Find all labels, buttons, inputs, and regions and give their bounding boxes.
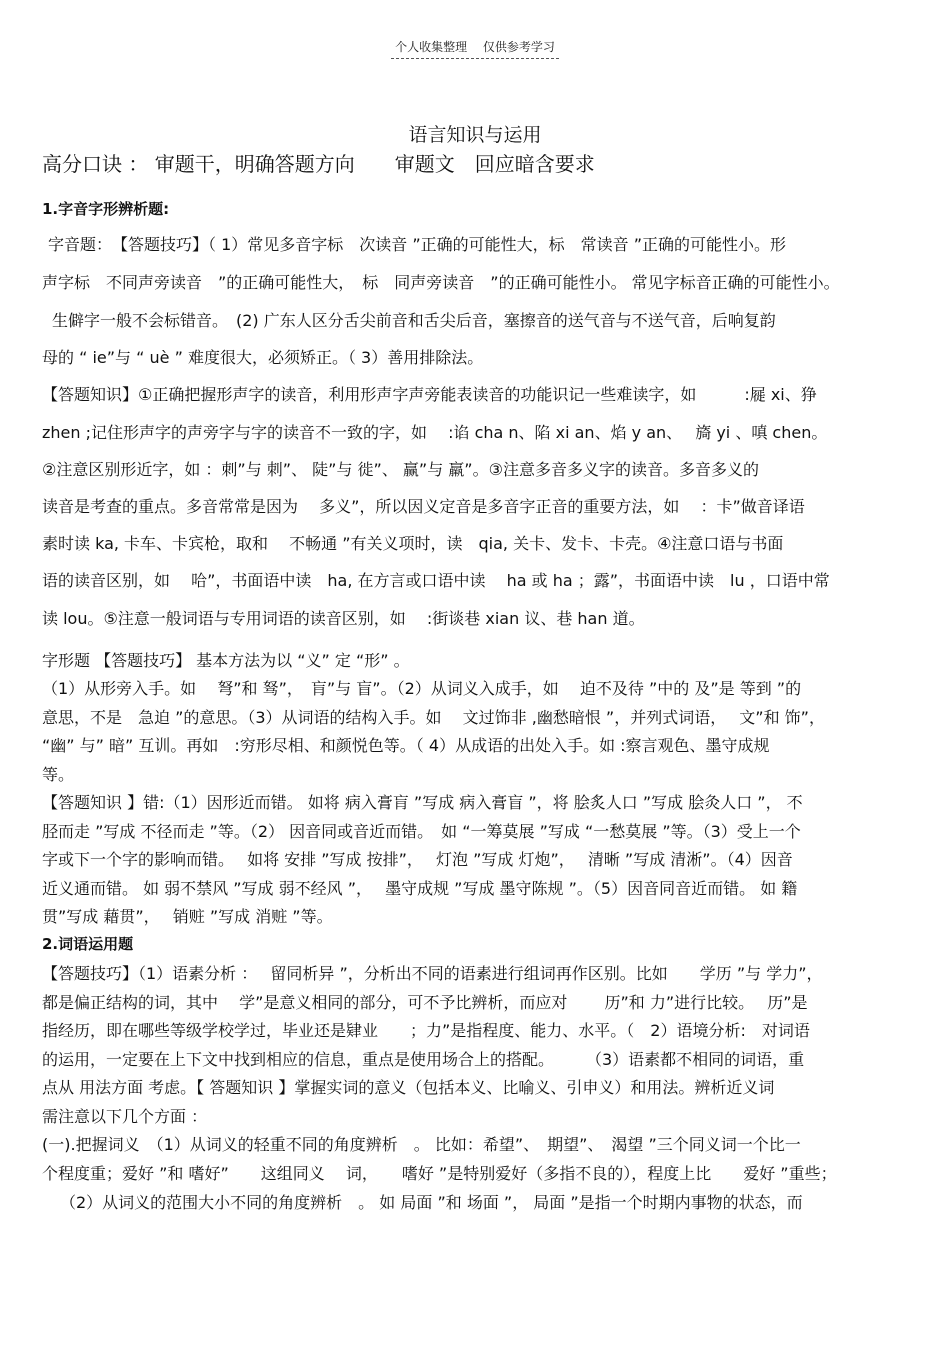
text-line: 【答题知识】①正确把握形声字的读音，利用形声字声旁能表读音的功能识记一些难读字，如 :屣 xi、狰 [42, 385, 817, 404]
document-subtitle: 高分口诀 ： 审题干，明确答题方向 审题文 回应暗含要求 [42, 152, 595, 176]
text-line: 语的读音区别，如 哈”，书面语中读 ha, 在方言或口语中读 ha 或 ha ；露”，书面语中读 lu ，口语中常 [42, 571, 830, 590]
text-line: 【答题技巧】（1）语素分析 ： 留同析异 ”，分析出不同的语素进行组词再作区别。比如 学历 ”与 学力”， [42, 964, 823, 983]
text-line: 等。 [42, 765, 75, 784]
text-line: (一).把握词义 （1）从词义的轻重不同的角度辨析 。 比如：希望”、 期望”、 渴望 ”三个同义词一个比一 [42, 1135, 801, 1154]
section-heading-1: 1.字音字形辨析题: [42, 200, 170, 218]
text-line: ②注意区别形近字，如 ：刺”与 刺”、 陡”与 徙”、 赢”与 羸”。③注意多音多义字的读音。多音多义的 [42, 460, 759, 479]
text-line: 胫而走 ”写成 不径而走 ”等。（2） 因音同或音近而错。 如 “一筹莫展 ”写成 “一愁莫展 ”等。（3）受上一个 [42, 822, 801, 841]
text-line: 近义通而错。 如 弱不禁风 ”写成 弱不经风 ”， 墨守成规 ”写成 墨守陈规 ”。（5）因音同音近而错。 如 籍 [42, 879, 798, 898]
text-line: 母的 “ ie”与 “ uè ” 难度很大，必须矫正。（ 3）善用排除法。 [42, 348, 484, 367]
text-line: zhen ;记住形声字的声旁字与字的读音不一致的字，如 :谄 cha n、陷 xi an、焰 y an、 旖 yi 、嗔 chen。 [42, 423, 828, 442]
text-line: 字音题： 【答题技巧】（ 1）常见多音字标 次读音 ”正确的可能性大，标 常读音 ”正确的可能性小。形 [48, 235, 787, 254]
text-line: （2）从词义的范围大小不同的角度辨析 。 如 局面 ”和 场面 ”， 局面 ”是指一个时期内事物的状态，而 [60, 1193, 803, 1212]
text-line: 都是偏正结构的词，其中 学”是意义相同的部分，可不予比辨析，而应对 历”和 力”进行比较。 历”是 [42, 993, 808, 1012]
header-text: 个人收集整理 仅供参考学习 [391, 38, 559, 59]
text-line: 字或下一个字的影响而错。 如将 安排 ”写成 按排”， 灯泡 ”写成 灯炮”， 清晰 ”写成 清淅”。（4）因音 [42, 850, 793, 869]
text-line: 生僻字一般不会标错音。 (2) 广东人区分舌尖前音和舌尖后音，塞擦音的送气音与不送气音，后响复韵 [52, 311, 776, 330]
text-line: 意思，不是 急迫 ”的意思。（3）从词语的结构入手。如 文过饰非 ,幽愁暗恨 ”，并列式词语， 文”和 饰”， [42, 708, 825, 727]
text-line: 声字标 不同声旁读音 ”的正确可能性大， 标 同声旁读音 ”的正确可能性小。 常见字标音正确的可能性小。 [42, 273, 840, 292]
document-title: 语言知识与运用 [408, 124, 542, 146]
text-line: 【答题知识 】错:（1）因形近而错。 如将 病入膏肓 ”写成 病入膏盲 ”，将 脍炙人口 ”写成 脍灸人口 ”， 不 [42, 793, 803, 812]
section-heading-2: 2.词语运用题 [42, 935, 134, 953]
text-line: （1）从形旁入手。如 弩”和 驽”， 肓”与 盲”。（2）从词义入成手，如 迫不及待 ”中的 及”是 等到 ”的 [42, 679, 802, 698]
text-line: “幽” 与” 暗” 互训。再如 :穷形尽相、和颜悦色等。（ 4）从成语的出处入手。如 :察言观色、墨守成规 [42, 736, 770, 755]
text-line: 读音是考查的重点。多音常常是因为 多义”，所以因义定音是多音字正音的重要方法，如 ：卡”做音译语 [42, 497, 805, 516]
text-line: 点从 用法方面 考虑。【 答题知识 】掌握实词的意义（包括本义、比喻义、引申义）和用法。辨析近义词 [42, 1078, 775, 1097]
text-line: 个程度重；爱好 ”和 嗜好” 这组同义 词， 嗜好 ”是特别爱好（多指不良的），程度上比 爱好 ”重些； [42, 1164, 837, 1183]
text-line: 贯”写成 藉贯”， 销赃 ”写成 消赃 ”等。 [42, 907, 333, 926]
text-line: 的运用，一定要在上下文中找到相应的信息，重点是使用场合上的搭配。 （3）语素都不相同的词语，重 [42, 1050, 805, 1069]
page-header [0, 38, 950, 59]
text-line: 字形题 【答题技巧】 基本方法为以 “义” 定 “形” 。 [42, 651, 410, 670]
text-line: 读 lou。⑤注意一般词语与专用词语的读音区别，如 :街谈巷 xian 议、巷 han 道。 [42, 609, 645, 628]
text-line: 指经历，即在哪些等级学校学过，毕业还是肄业 ；力”是指程度、能力、水平。（ 2）语境分析: 对词语 [42, 1021, 810, 1040]
text-line: 素时读 ka, 卡车、卡宾枪，取和 不畅通 ”有关义项时，读 qia, 关卡、发卡、卡壳。④注意口语与书面 [42, 534, 784, 553]
text-line: 需注意以下几个方面 ： [42, 1107, 208, 1126]
